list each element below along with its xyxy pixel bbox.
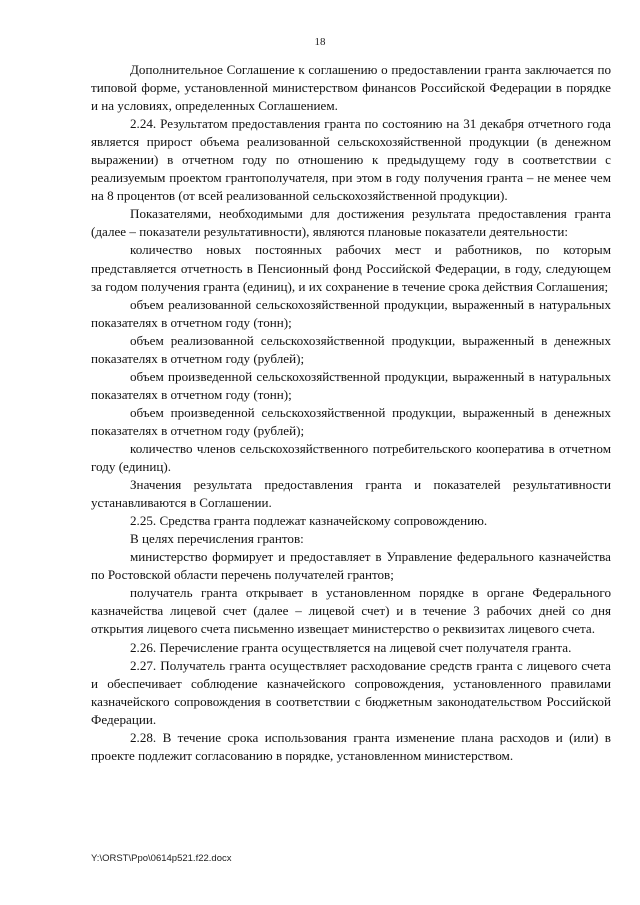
list-item-new-jobs: количество новых постоянных рабочих мест и работников, по которым представляется отчетность в Пенсионный фонд Российской Федерации, в году, следующем за годом получения гранта (единиц), и их сохранение в течение срока действия Соглашения;: [91, 242, 611, 294]
paragraph-2-24: 2.24. Результатом предоставления гранта по состоянию на 31 декабря отчетного года является прирост объема реализованной сельскохозяйственной продукции (в денежном выражении) в отчетном году по отношению к предыдущему году в соответствии с реализуемым проектом грантополучателя, при этом в году получения гранта – не менее чем на 8 процентов (от всей реализованной сельскохозяйственной продукции).: [91, 116, 611, 204]
list-item-produced-rubles: объем произведенной сельскохозяйственной продукции, выраженный в денежных показателях в отчетном году (рублей);: [91, 404, 611, 438]
paragraph-2-27: 2.27. Получатель гранта осуществляет расходование средств гранта с лицевого счета и обеспечивает соблюдение казначейского сопровождения, установленного правилами казначейского сопровождения в соответствии с бюджетным законодательством Российской Федерации.: [91, 657, 611, 727]
list-item-sold-rubles: объем реализованной сельскохозяйственной продукции, выраженный в денежных показателях в отчетном году (рублей);: [91, 332, 611, 366]
footer-file-path: Y:\ORST\Ppo\0614p521.f22.docx: [91, 853, 232, 864]
list-item-recipient-account: получатель гранта открывает в установленном порядке в органе Федерального казначейства лицевой счет (далее – лицевой счет) и в течение 3 рабочих дней со дня открытия лицевого счета письменно извещает министерство о реквизитах лицевого счета.: [91, 585, 611, 637]
document-body: [91, 61, 611, 765]
paragraph-2-26: 2.26. Перечисление гранта осуществляется на лицевой счет получателя гранта.: [130, 639, 572, 655]
paragraph-transfer-intro: В целях перечисления грантов:: [130, 531, 304, 547]
list-item-ministry-list: министерство формирует и предоставляет в Управление федерального казначейства по Ростовской области перечень получателей грантов;: [91, 549, 611, 583]
list-item-sold-tons: объем реализованной сельскохозяйственной продукции, выраженный в натуральных показателях в отчетном году (тонн);: [91, 296, 611, 330]
list-item-coop-members: количество членов сельскохозяйственного потребительского кооператива в отчетном году (единиц).: [91, 440, 611, 475]
list-item-produced-tons: объем произведенной сельскохозяйственной продукции, выраженный в натуральных показателях в отчетном году (тонн);: [91, 368, 611, 402]
paragraph-2-28: 2.28. В течение срока использования гранта изменение плана расходов и (или) в проекте подлежит согласованию в порядке, установленном министерством.: [91, 729, 611, 763]
page-number: 18: [314, 36, 326, 48]
paragraph-2-25: 2.25. Средства гранта подлежат казначейскому сопровождению.: [130, 513, 488, 529]
paragraph-additional-agreement: Дополнительное Соглашение к соглашению о предоставлении гранта заключается по типовой форме, установленной министерством финансов Российской Федерации в порядке и на условиях, определенных Соглашением.: [91, 62, 611, 114]
paragraph-indicators-intro: Показателями, необходимыми для достижения результата предоставления гранта (далее – показатели результативности), являются плановые показатели деятельности:: [91, 206, 611, 240]
paragraph-values-set: Значения результата предоставления гранта и показателей результативности устанавливаются в Соглашении.: [91, 477, 611, 511]
